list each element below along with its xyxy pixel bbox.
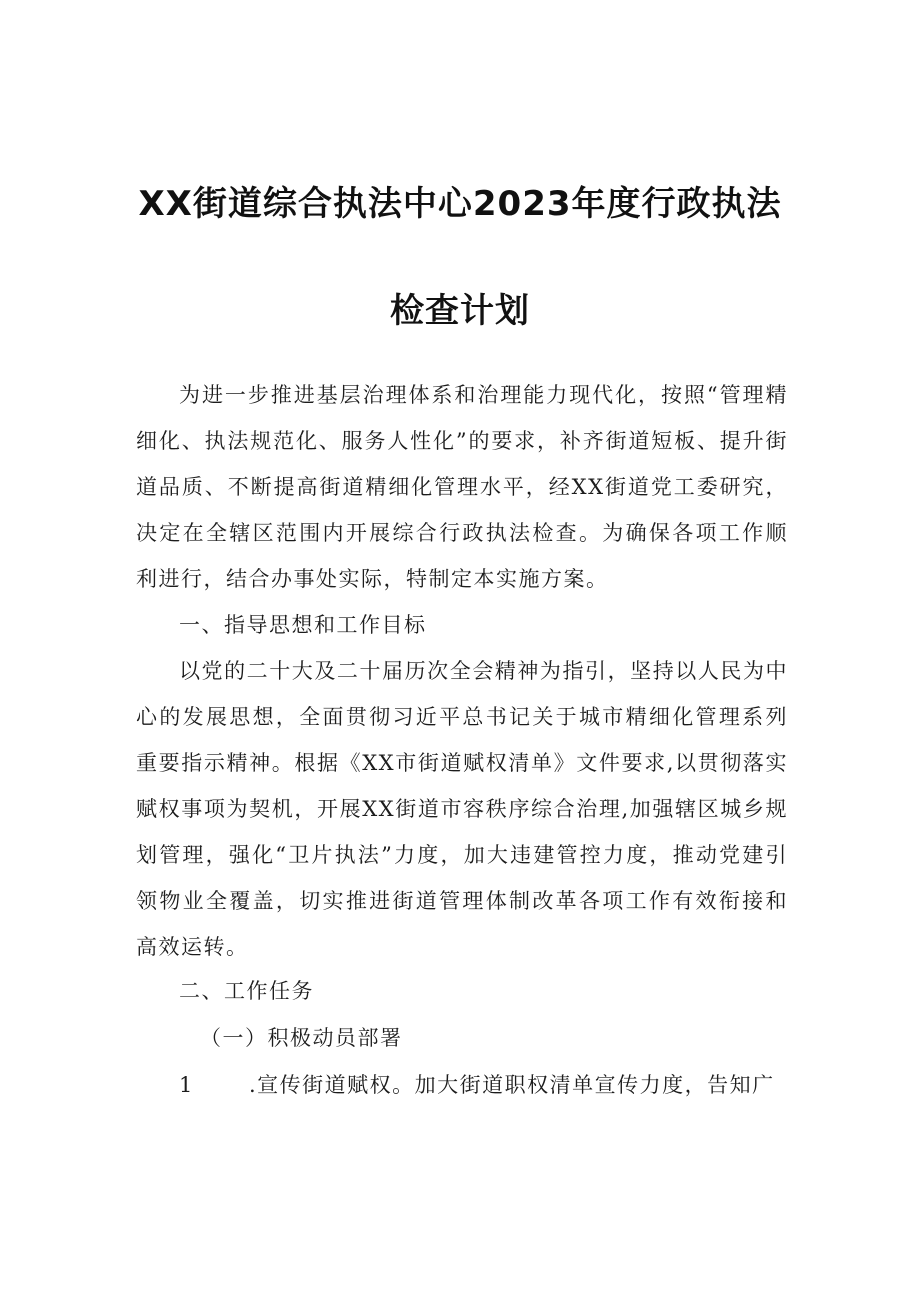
intro-paragraph: 为进一步推进基层治理体系和治理能力现代化，按照“管理精细化、执法规范化、服务人性化”的要求，补齐街道短板、提升街道品质、不断提高街道精细化管理水平，经XX街道党工委研究，决定在全辖区范围内开展综合行政执法检查。为确保各项工作顺利进行，结合办事处实际，特制定本实施方案。	[136, 383, 788, 591]
task-item-1	[136, 1062, 788, 1108]
section-1-heading: 一、指导思想和工作目标	[179, 613, 427, 637]
task-item-1-text: .宣传街道赋权。加大街道职权清单宣传力度，告知广	[249, 1073, 775, 1097]
document-title-line-2: 检查计划	[390, 291, 530, 331]
task-item-1-number: 1	[179, 1073, 194, 1097]
section-2-heading: 二、工作任务	[179, 979, 314, 1003]
document-body	[136, 0, 788, 1301]
subsection-1-heading: （一）积极动员部署	[200, 1026, 403, 1050]
document-title-line-1: XX街道综合执法中心2023年度行政执法	[138, 184, 782, 224]
section-1-paragraph: 以党的二十大及二十届历次全会精神为指引，坚持以人民为中心的发展思想，全面贯彻习近平总书记关于城市精细化管理系列重要指示精神。根据《XX市街道赋权清单》文件要求,以贯彻落实赋权事项为契机，开展XX街道市容秩序综合治理,加强辖区城乡规划管理，强化“卫片执法”力度，加大违建管控力度，推动党建引领物业全覆盖，切实推进街道管理体制改革各项工作有效衔接和高效运转。	[136, 659, 788, 959]
